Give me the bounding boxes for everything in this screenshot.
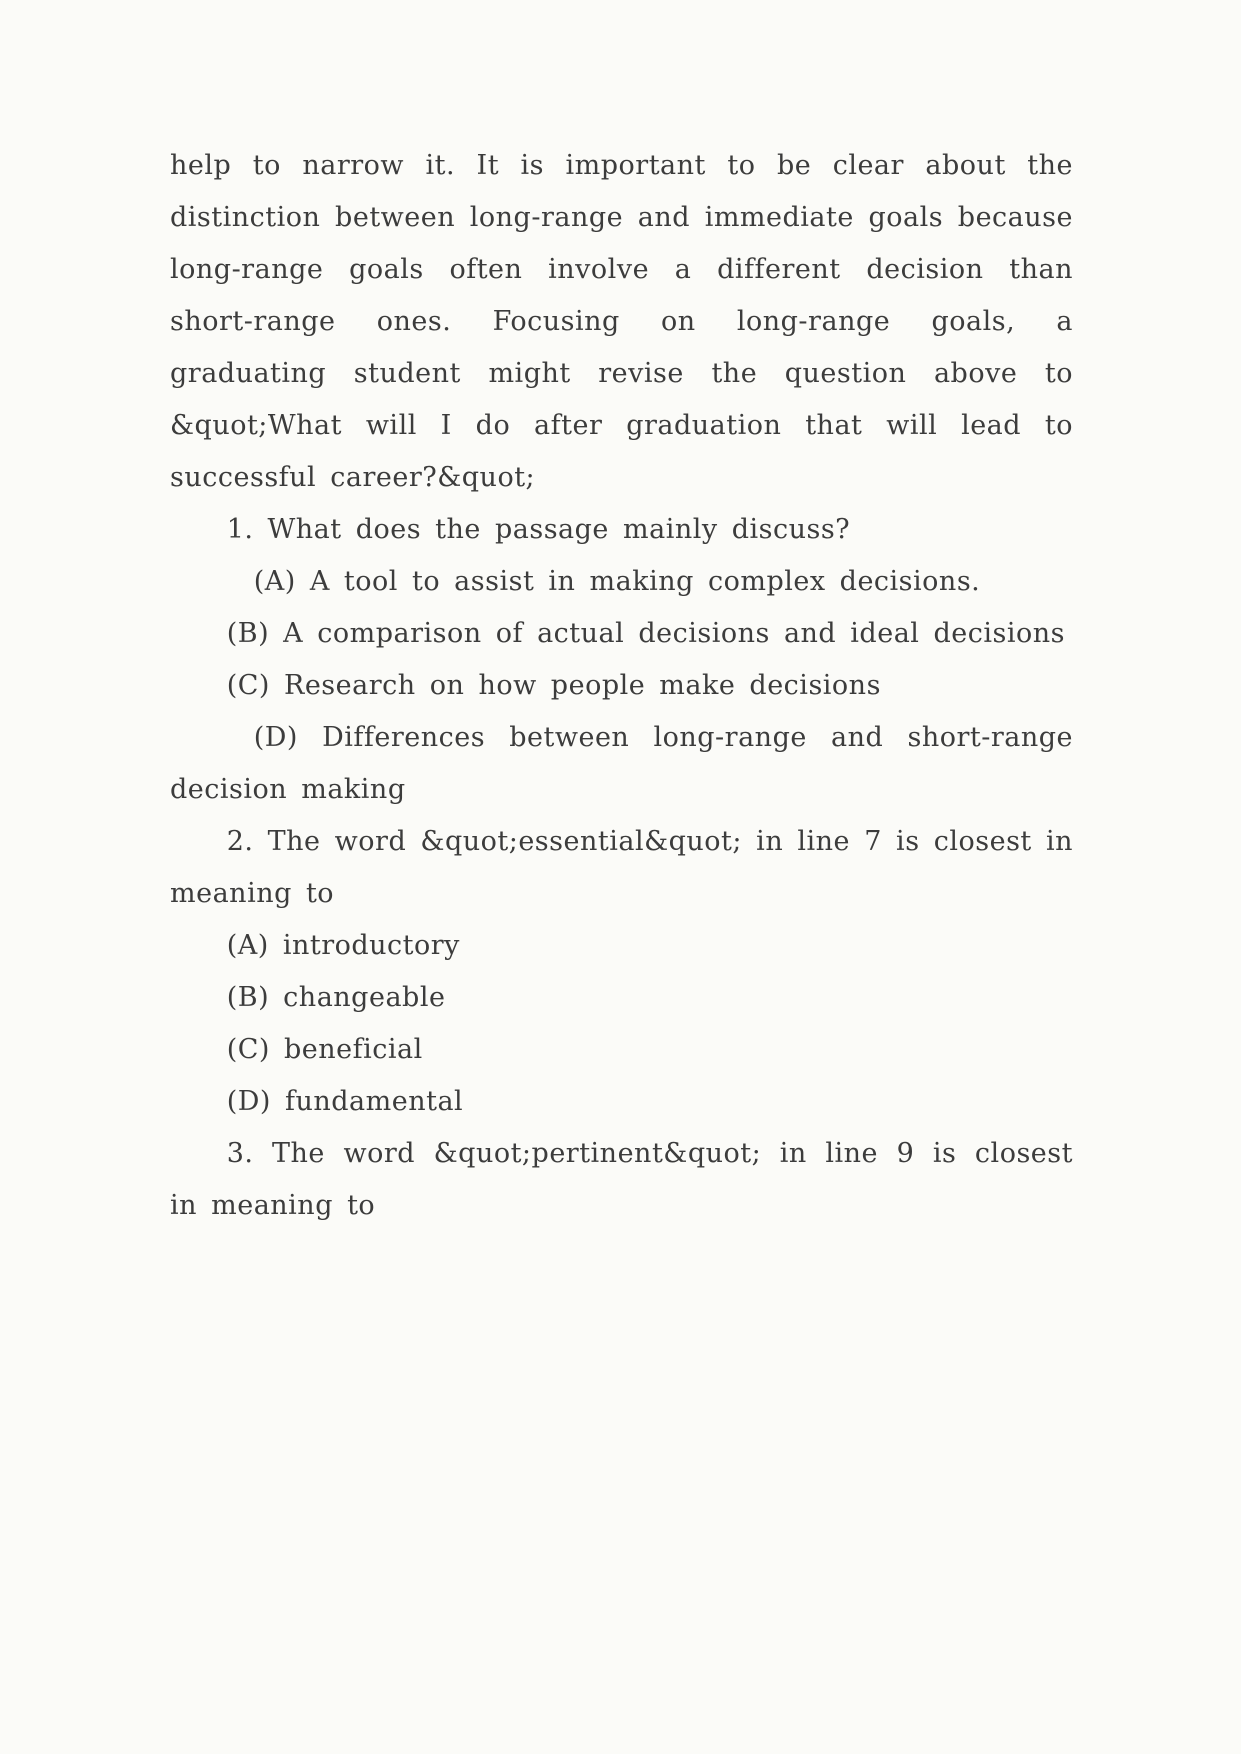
question-1-option-a: (A) A tool to assist in making complex decisions. — [253, 566, 981, 597]
question-1-option-b: (B) A comparison of actual decisions and ideal decisions — [226, 618, 1066, 649]
question-1-option-d: (D) Differences between long-range and short-range decision making — [170, 722, 1073, 805]
passage-paragraph: help to narrow it. It is important to be clear about the distinction between long-range and immediate goals because long-range goals often involve a different decision than short-range ones. Focusing on long-range goals, a graduating student might revise the question above to &quot;What will I do after graduation that will lead to successful career?&quot; — [170, 150, 1073, 493]
question-2-option-d: (D) fundamental — [226, 1086, 464, 1117]
question-2-option-a: (A) introductory — [226, 930, 460, 961]
question-2: 2. The word &quot;essential&quot; in line 7 is closest in meaning to — [170, 826, 1073, 909]
document-content — [170, 140, 1073, 1232]
question-2-option-b: (B) changeable — [226, 982, 446, 1013]
question-2-option-c: (C) beneficial — [226, 1034, 423, 1065]
question-1: 1. What does the passage mainly discuss? — [226, 514, 851, 545]
question-1-option-c: (C) Research on how people make decisions — [226, 670, 881, 701]
question-3: 3. The word &quot;pertinent&quot; in line 9 is closest in meaning to — [170, 1138, 1073, 1221]
